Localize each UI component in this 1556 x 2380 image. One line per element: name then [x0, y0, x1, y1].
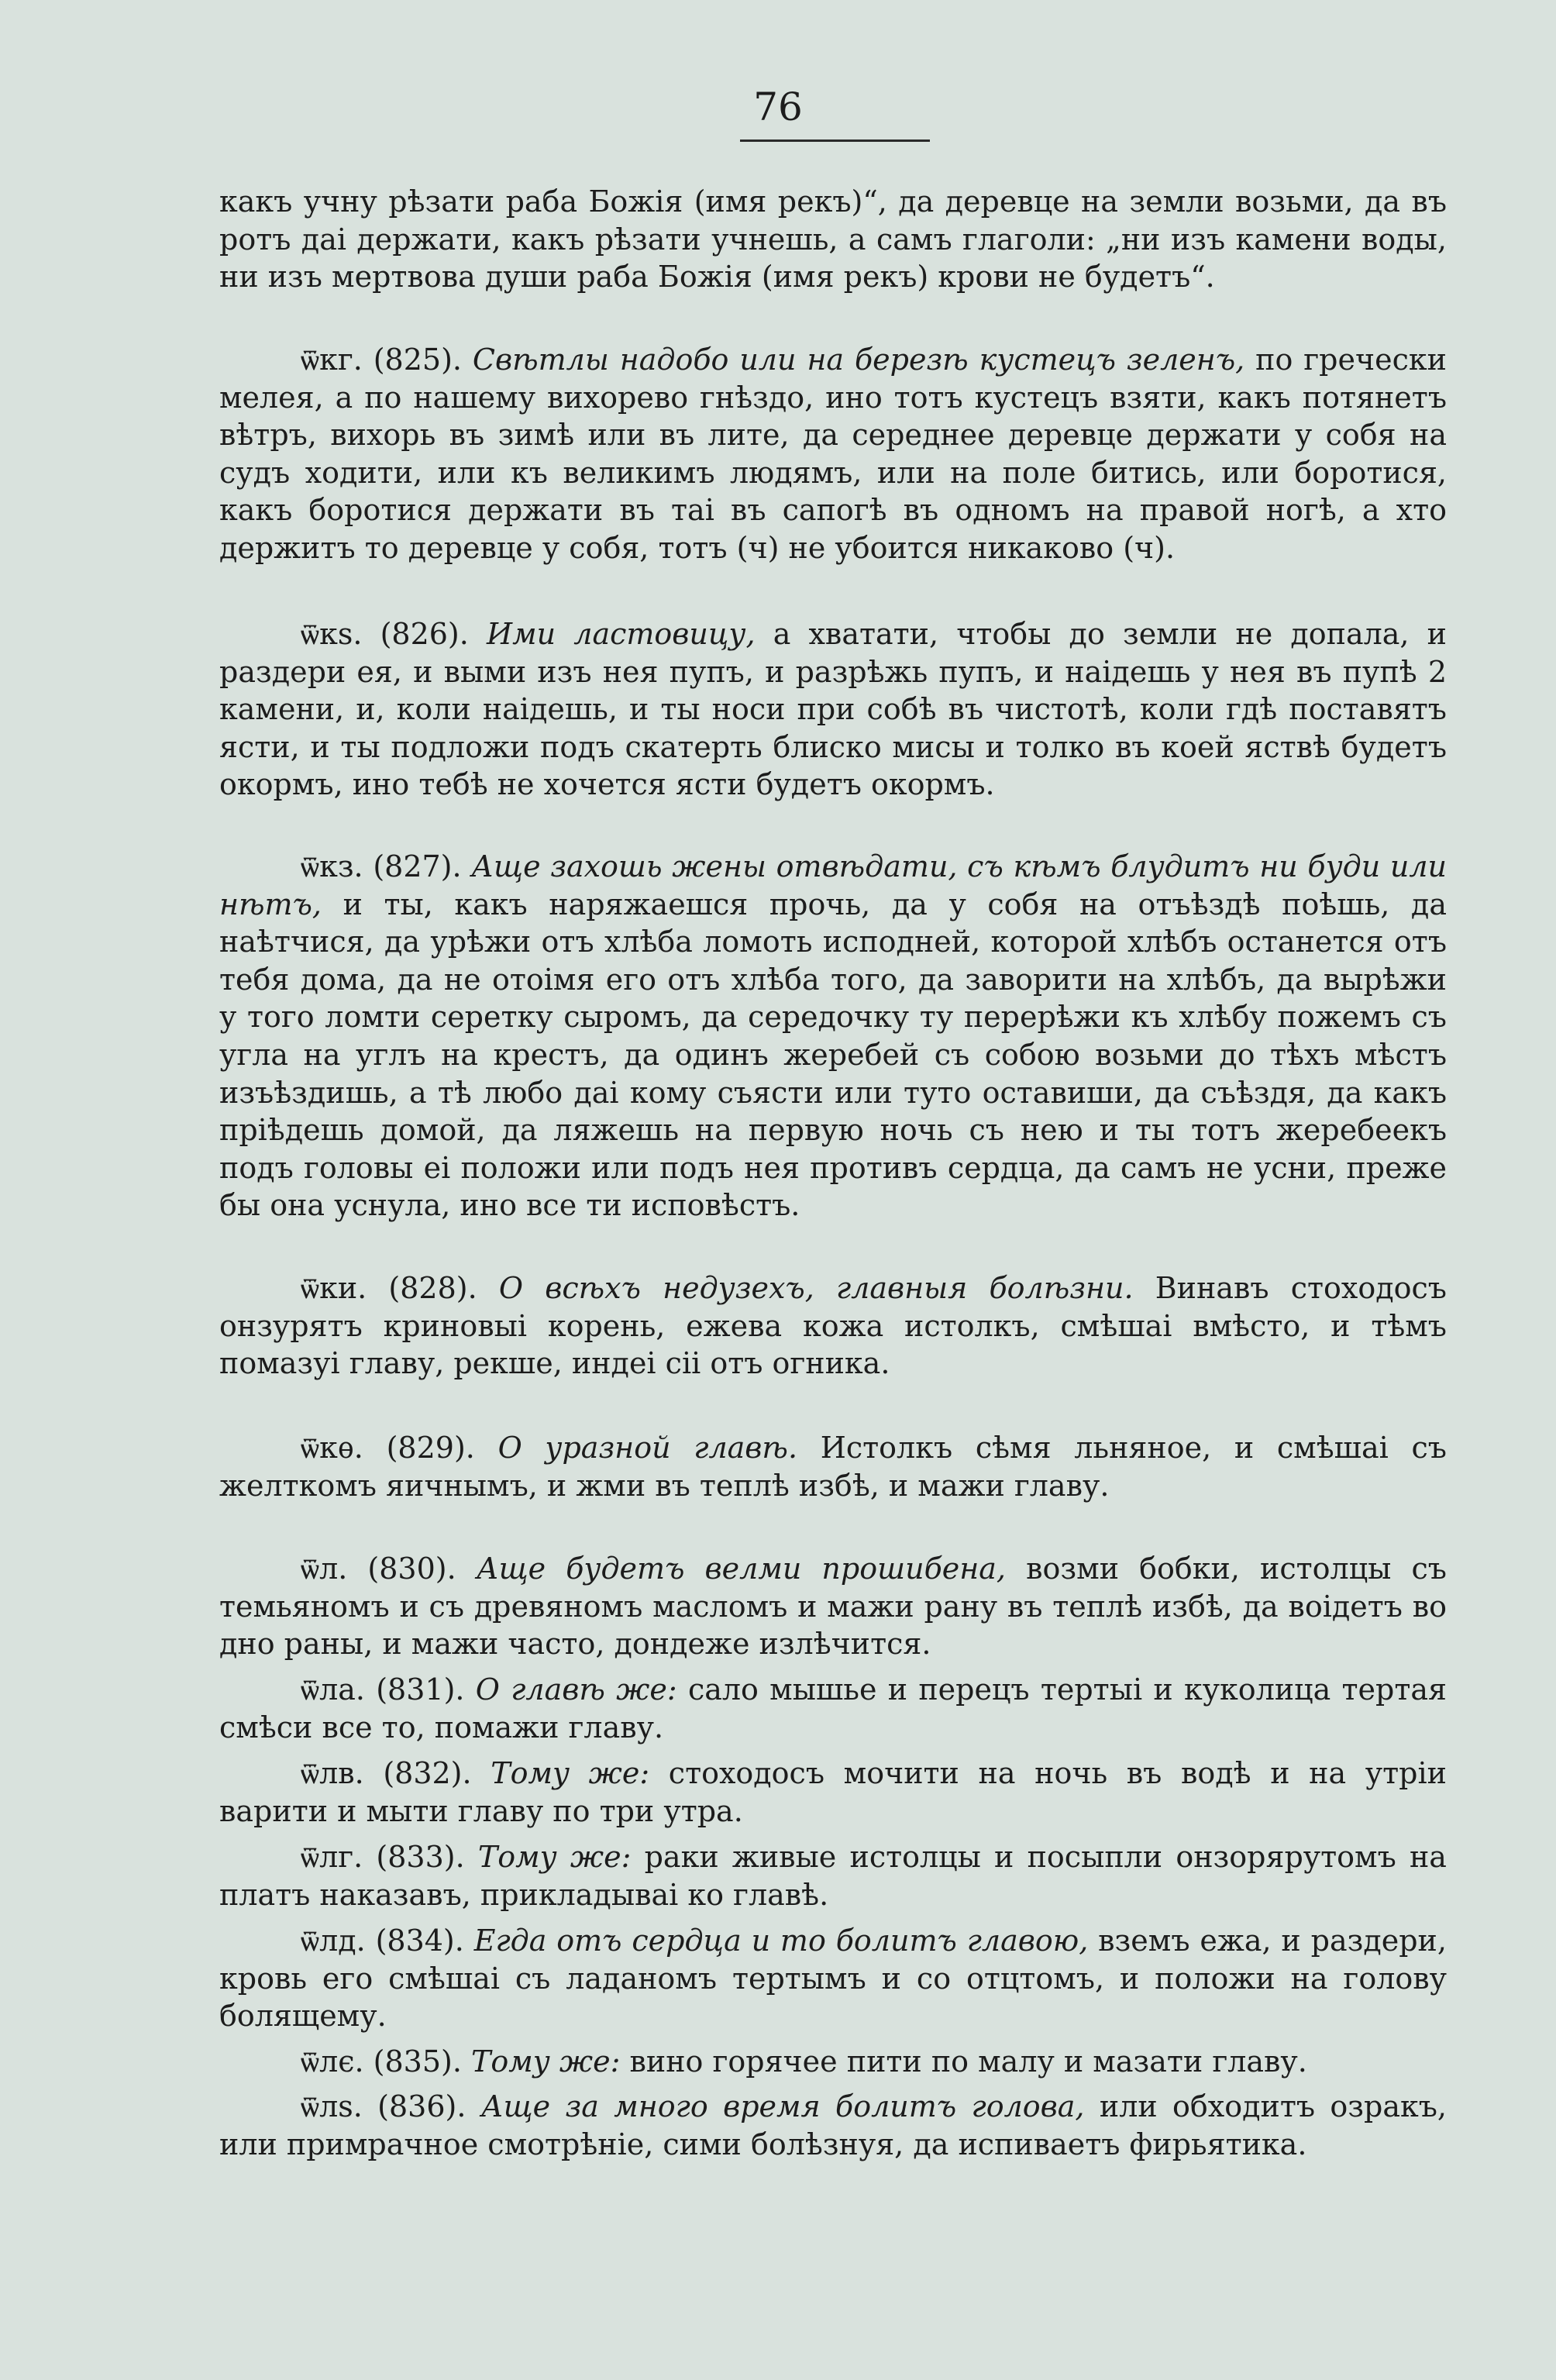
entry-text: по гречески мелея, а по нашему вихорево гнѣздо, ино тотъ кустецъ взяти, какъ потянетъ вѣтръ, вихорь въ зимѣ или въ лите, да середнее деревце держати у собя на судъ ходити, или къ великимъ людямъ, или на поле битись, или боротися, какъ боротися держати въ таі въ сапогѣ въ одномъ на правой ногѣ, а хто держитъ то деревце у собя, тотъ (ч) не убоится никаково (ч). — [219, 343, 1447, 565]
entry-number: ѿкг. — [301, 343, 363, 377]
entry-reference: (833). — [376, 1840, 465, 1874]
entry-text: или обходитъ озракъ, или примрачное смотрѣніе, сими болѣзнуя, да испиваетъ фирьятика. — [219, 2089, 1447, 2161]
entry-paragraph — [219, 1269, 1447, 1421]
entry-text: сало мышье и перецъ тертыі и куколица тертая смѣси все то, помажи главу. — [219, 1672, 1447, 1745]
entry-number: ѿлв. — [301, 1756, 364, 1790]
entry-reference: (825). — [373, 343, 462, 377]
entry-paragraph — [219, 2088, 1447, 2164]
entry-reference: (826). — [380, 617, 469, 651]
page-number: 76 — [753, 84, 803, 129]
entry-title: О главѣ же: — [475, 1672, 677, 1707]
entry-text: вземъ ежа, и раздери, кровь его смѣшаі съ ладаномъ тертымъ и со отцтомъ, и положи на голову болящему. — [219, 1924, 1447, 2034]
entry-number: ѿлє. — [301, 2044, 364, 2079]
entry-title: Тому же: — [491, 1756, 650, 1790]
entry-number: ѿлѕ. — [301, 2089, 363, 2123]
entry-paragraph — [219, 615, 1447, 840]
entry-number: ѿла. — [301, 1672, 365, 1707]
entry-title: Егда отъ сердца и то болитъ главою, — [473, 1924, 1089, 1958]
entry-title: О всѣхъ недузехъ, главныя болѣзни. — [498, 1271, 1134, 1305]
entry-reference: (829). — [386, 1431, 475, 1465]
entry-reference: (835). — [373, 2044, 462, 2079]
entry-text: Винавъ стоходосъ онзурятъ криновыі корень, ежева кожа истолкъ, смѣшаі вмѣсто, и тѣмъ помазуі главу, рекше, индеі сіі отъ огника. — [219, 1271, 1447, 1381]
entry-paragraph — [219, 341, 1447, 608]
entry-reference: (836). — [377, 2089, 466, 2123]
entry-reference: (834). — [375, 1924, 464, 1958]
entry-title: Свѣтлы надобо или на березѣ кустецъ зеленъ, — [472, 343, 1245, 377]
page-body — [219, 183, 1447, 2172]
entry-number: ѿкз. — [301, 849, 363, 883]
entry-text: а хватати, чтобы до земли не допала, и раздери ея, и выми изъ нея пупъ, и разрѣжь пупъ, и наідешь у нея въ пупѣ 2 камени, и, коли наідешь, и ты носи при собѣ въ чистотѣ, коли гдѣ поставятъ ясти, и ты подложи подъ скатерть блиско мисы и толко въ коей яствѣ будетъ окормъ, ино тебѣ не хочется ясти будетъ окормъ. — [219, 617, 1447, 802]
entry-text: вино горячее пити по малу и мазати главу. — [629, 2044, 1307, 2079]
intro-paragraph: какъ учну рѣзати раба Божія (имя рекъ)“, да деревце на земли возьми, да въ ротъ даі держати, какъ рѣзати учнешь, а самъ глаголи: „ни изъ камени воды, ни изъ мертвова души раба Божія (имя рекъ) крови не будетъ“. — [219, 184, 1447, 294]
entry-reference: (830). — [367, 1552, 456, 1586]
entries-list — [219, 341, 1447, 2164]
entry-paragraph — [219, 1671, 1447, 1747]
page-number-rule — [740, 139, 930, 142]
entry-reference: (827). — [373, 849, 462, 883]
entry-number: ѿлг. — [301, 1840, 363, 1874]
entry-number: ѿл. — [301, 1552, 348, 1586]
entry-title: О уразной главѣ. — [497, 1431, 798, 1465]
entry-reference: (832). — [383, 1756, 472, 1790]
entry-title: Аще за много время болитъ голова, — [480, 2089, 1085, 2123]
entry-text: и ты, какъ наряжаешся прочь, да у собя на отъѣздѣ поѣшь, да наѣтчися, да урѣжи отъ хлѣба ломоть исподней, которой хлѣбъ останется отъ тебя дома, да не отоімя его отъ хлѣба того, да заворити на хлѣбъ, да вырѣжи у того ломти серетку сыромъ, да середочку ту перерѣжи къ хлѣбу пожемъ съ угла на углъ на крестъ, да одинъ жеребей съ собою возьми до тѣхъ мѣстъ изъѣздишь, а тѣ любо даі кому съясти или туто оставиши, да съѣздя, да какъ пріѣдешь домой, да ляжешь на первую ночь съ нею и ты тотъ жеребеекъ подъ головы еі положи или подъ нея противъ сердца, да самъ не усни, преже бы она уснула, ино все ти исповѣстъ. — [219, 887, 1447, 1223]
entry-title: Тому же: — [477, 1840, 632, 1874]
entry-title: Аще будетъ велми прошибена, — [476, 1552, 1007, 1586]
entry-title: Ими ластовицу, — [486, 617, 756, 651]
entry-paragraph — [219, 1429, 1447, 1542]
entry-paragraph — [219, 1838, 1447, 1914]
entry-text: раки живые истолцы и посыпли онзорярутомъ на платъ наказавъ, прикладываі ко главѣ. — [219, 1840, 1447, 1912]
entry-reference: (831). — [376, 1672, 465, 1707]
entry-text: возми бобки, истолцы съ темьяномъ и съ древяномъ масломъ и мажи рану въ теплѣ избѣ, да воідетъ во дно раны, и мажи часто, дондеже излѣчится. — [219, 1552, 1447, 1662]
entry-paragraph — [219, 2043, 1447, 2080]
entry-number: ѿки. — [301, 1271, 367, 1305]
entry-number: ѿлд. — [301, 1924, 366, 1958]
entry-number: ѿкѳ. — [301, 1431, 363, 1465]
entry-reference: (828). — [388, 1271, 477, 1305]
entry-paragraph — [219, 1550, 1447, 1663]
entry-text: стоходосъ мочити на ночь въ водѣ и на утріи варити и мыти главу по три утра. — [219, 1756, 1447, 1828]
entry-text: Истолкъ сѣмя льняное, и смѣшаі съ желткомъ яичнымъ, и жми въ теплѣ избѣ, и мажи главу. — [219, 1431, 1447, 1503]
entry-paragraph — [219, 848, 1447, 1262]
entry-title: Аще захошь жены отвѣдати, съ кѣмъ блудитъ ни буди или нѣтъ, — [219, 849, 1447, 921]
entry-paragraph — [219, 1755, 1447, 1831]
entry-number: ѿкѕ. — [301, 617, 363, 651]
entry-paragraph — [219, 1922, 1447, 2035]
entry-title: Тому же: — [471, 2044, 621, 2079]
